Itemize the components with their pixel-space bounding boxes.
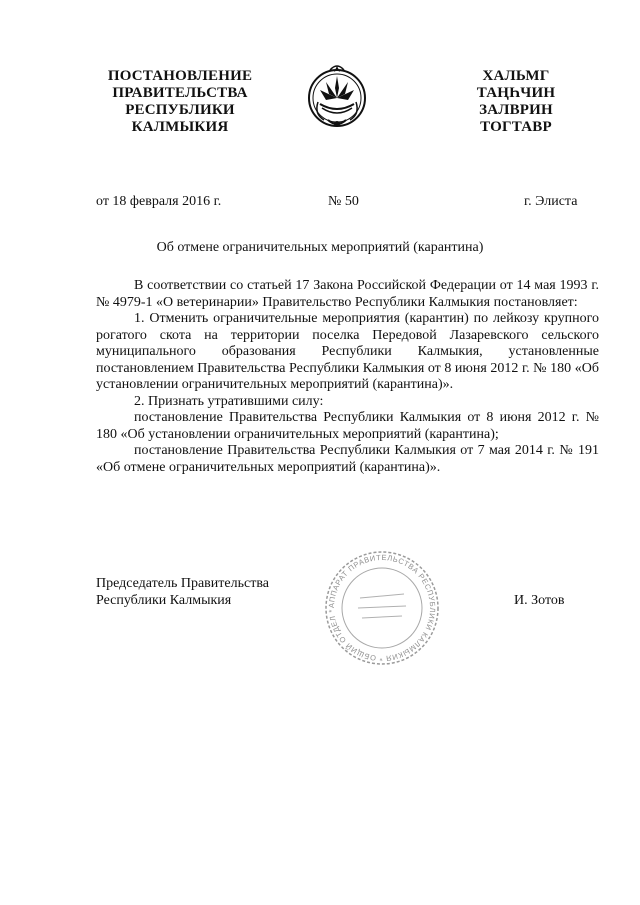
header-right-line: ТАҢҺЧИН	[476, 85, 556, 101]
body-paragraph: постановление Правительства Республики Калмыкия от 7 мая 2014 г. № 191 «Об отмене ограничительных мероприятий (карантина)».	[96, 443, 599, 475]
header-right-line: ТОГТАВР	[480, 119, 552, 135]
signatory-position-line: Республики Калмыкия	[96, 593, 232, 608]
svg-text:АППАРАТ ПРАВИТЕЛЬСТВА РЕСПУБЛИ	[327, 553, 437, 663]
document-number: № 50	[328, 194, 359, 209]
body-paragraph: 1. Отменить ограничительные мероприятия (карантин) по лейкозу крупного рогатого скота на территории поселка Передовой Лазаревского сельского муниципального образования Республики Калмыкия, установленные постановлением Правительства Республики Калмыкия от 8 июня 2012 г. № 180 «Об установлении ограничительных мероприятий (карантина)».	[96, 311, 599, 392]
document-city: г. Элиста	[524, 194, 578, 209]
document-body	[96, 278, 599, 476]
document-date: от 18 февраля 2016 г.	[96, 194, 222, 209]
header-right-line: ХАЛЬМГ	[482, 68, 550, 84]
signatory-position	[96, 575, 269, 609]
stamp-text: АППАРАТ ПРАВИТЕЛЬСТВА РЕСПУБЛИКИ КАЛМЫКИЯ * ОБЩИЙ ОТДЕЛ *	[326, 552, 438, 664]
signatory-position-line: Председатель Правительства	[96, 576, 269, 591]
header-left-title	[96, 68, 264, 136]
official-stamp-icon	[322, 548, 442, 668]
body-paragraph: 2. Признать утратившими силу:	[134, 393, 324, 409]
header-right-line: ЗАЛВРИН	[479, 102, 553, 118]
header-left-line: РЕСПУБЛИКИ	[125, 102, 235, 118]
body-paragraph: постановление Правительства Республики Калмыкия от 8 июня 2012 г. № 180 «Об установлении ограничительных мероприятий (карантина);	[96, 410, 599, 442]
header-left-line: КАЛМЫКИЯ	[131, 119, 229, 135]
signatory-name: И. Зотов	[514, 593, 565, 608]
coat-of-arms-icon	[306, 58, 368, 138]
header-left-line: ПОСТАНОВЛЕНИЕ	[107, 68, 253, 84]
header-left-line: ПРАВИТЕЛЬСТВА	[112, 85, 248, 101]
body-paragraph: В соответствии со статьей 17 Закона Российской Федерации от 14 мая 1993 г. № 4979-1 «О ветеринарии» Правительство Республики Калмыкия постановляет:	[96, 278, 599, 310]
header-right-title	[460, 68, 572, 136]
document-title: Об отмене ограничительных мероприятий (карантина)	[156, 240, 484, 255]
